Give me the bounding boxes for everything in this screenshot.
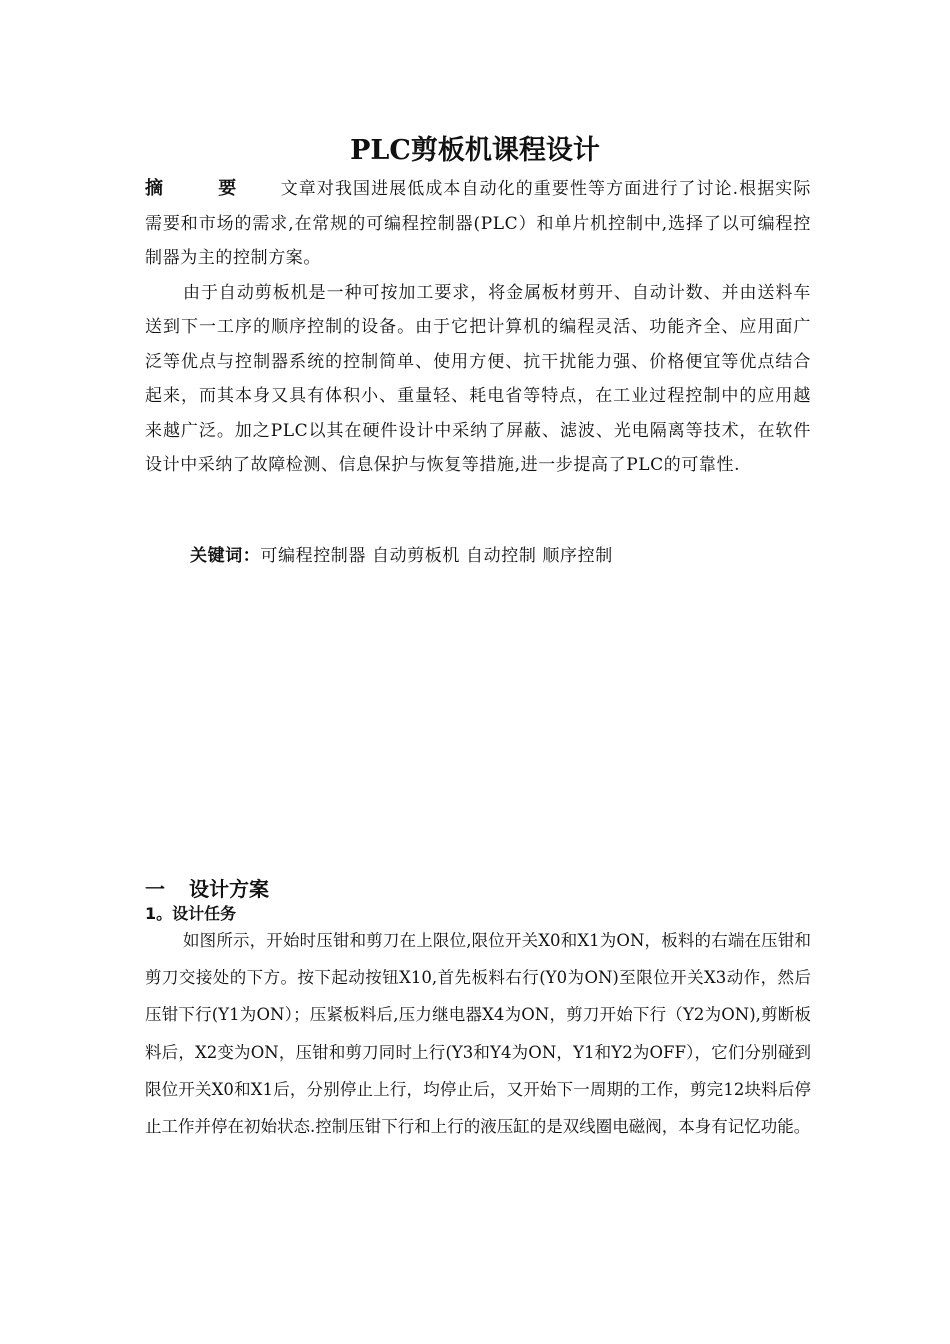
section-body [145, 922, 811, 1145]
section-heading [145, 874, 269, 904]
keywords-text: 可编程控制器 自动剪板机 自动控制 顺序控制 [260, 546, 613, 566]
abstract-paragraph-1 [145, 172, 811, 276]
abstract-text: 文章对我国进展低成本自动化的重要性等方面进行了讨论.根据实际需要和市场的需求,在常规的可编程控制器(PLC）和单片机控制中,选择了以可编程控制器为主的控制方案。 [145, 179, 811, 268]
abstract-paragraph-2: 由于自动剪板机是一种可按加工要求，将金属板材剪开、自动计数、并由送料车送到下一工序的顺序控制的设备。由于它把计算机的编程灵活、功能齐全、应用面广泛等优点与控制器系统的控制简单、使用方便、抗干扰能力强、价格便宜等优点结合起来，而其本身又具有体积小、重量轻、耗电省等特点，在工业过程控制中的应用越来越广泛。加之PLC以其在硬件设计中采纳了屏蔽、滤波、光电隔离等技术，在软件设计中采纳了故障检测、信息保护与恢复等措施,进一步提高了PLC的可靠性. [145, 282, 811, 475]
subsection-heading: 1。设计任务 [145, 904, 237, 923]
abstract-section [145, 172, 811, 483]
keywords-line [190, 540, 613, 572]
section-number: 一 [145, 877, 165, 901]
document-title: PLC剪板机课程设计 [350, 135, 600, 166]
keywords-label: 关键词： [190, 546, 261, 566]
section-title: 设计方案 [189, 877, 269, 901]
abstract-label: 摘 要 [145, 178, 261, 199]
section-body-paragraph: 如图所示，开始时压钳和剪刀在上限位,限位开关X0和X1为ON，板料的右端在压钳和剪刀交接处的下方。按下起动按钮X10,首先板料右行(Y0为ON)至限位开关X3动作，然后压钳下行(Y1为ON）；压紧板料后,压力继电器X4为ON，剪刀开始下行（Y2为ON),剪断板料后，X2变为ON，压钳和剪刀同时上行(Y3和Y4为ON，Y1和Y2为OFF），它们分别碰到限位开关X0和X1后，分别停止上行，均停止后，又开始下一周期的工作，剪完12块料后停止工作并停在初始状态.控制压钳下行和上行的液压缸的是双线圈电磁阀，本身有记忆功能。 [145, 931, 811, 1137]
